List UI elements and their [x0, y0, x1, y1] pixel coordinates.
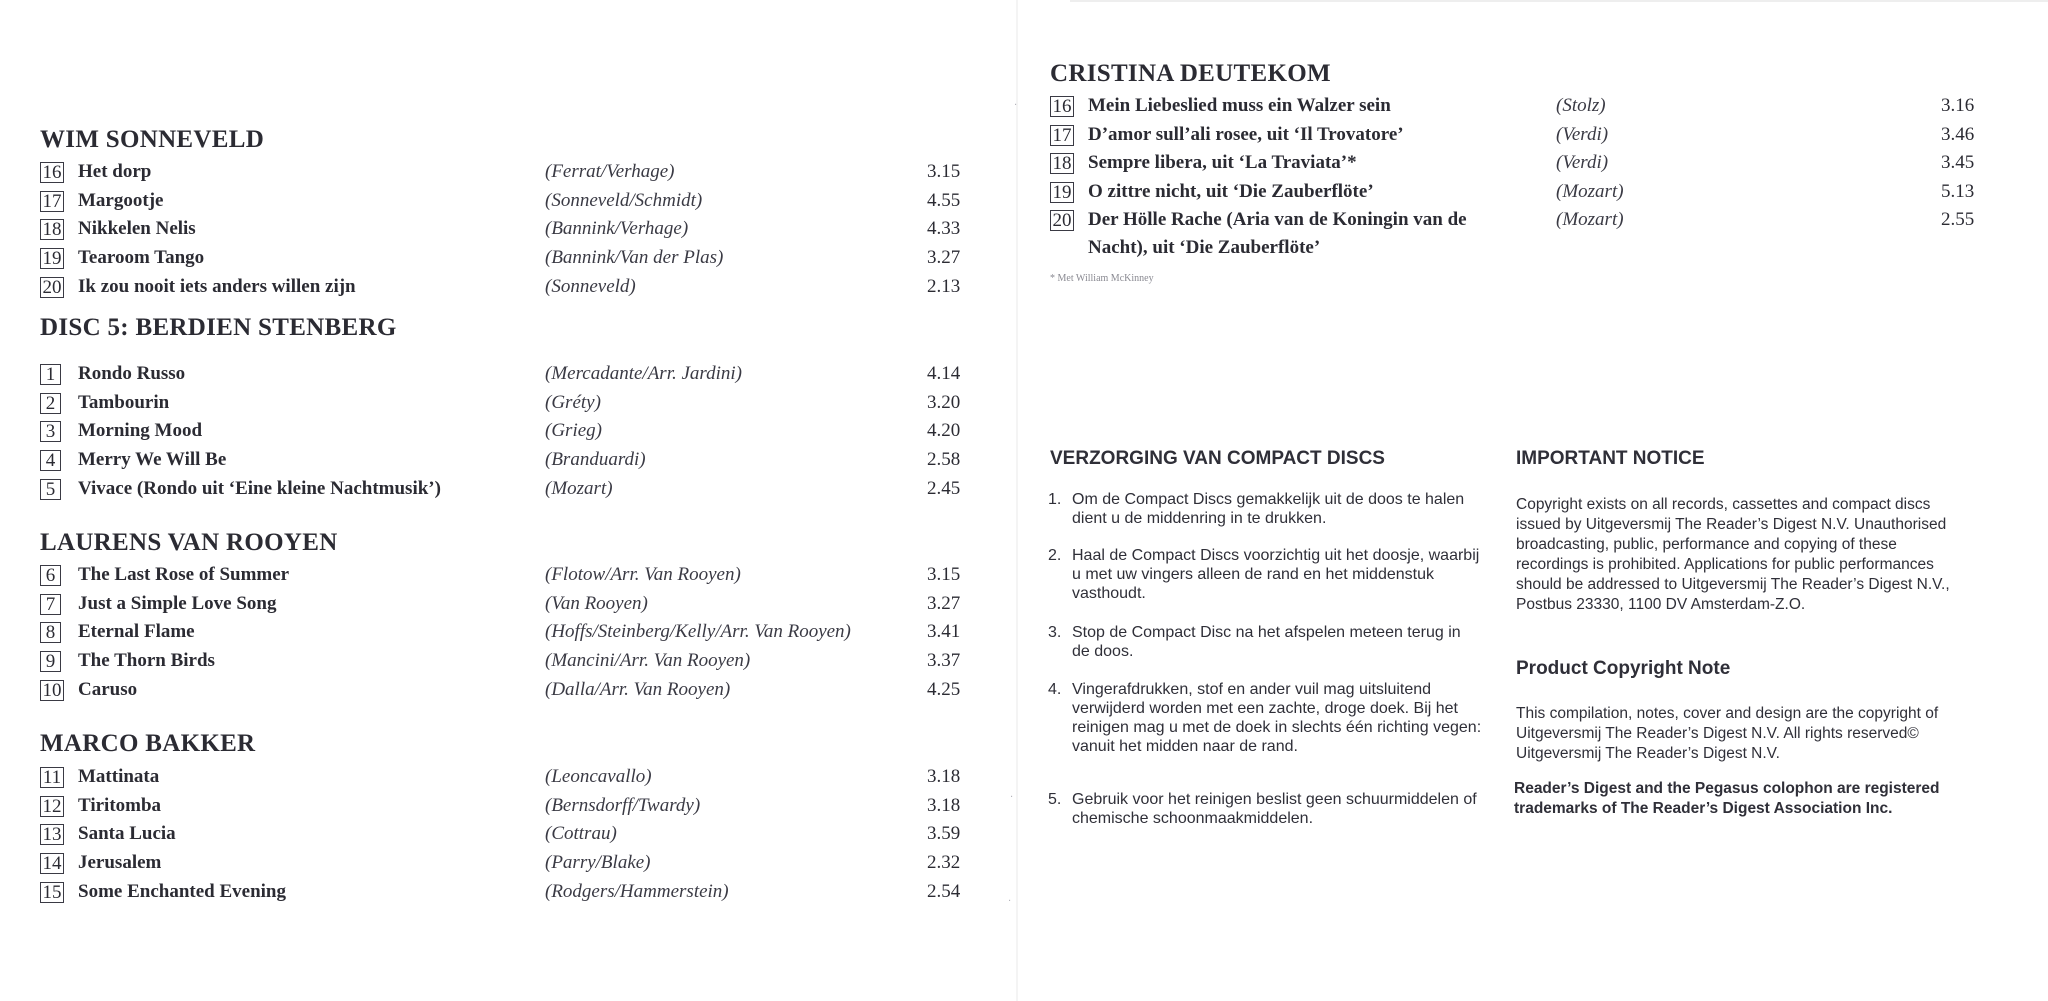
track-number: 18 — [40, 219, 64, 240]
product-copyright-text: This compilation, notes, cover and design are the copyright of Uitgeversmij The Reader’s Digest N.V. All rights reserved© Uitgeversmij The Reader’s Digest N.V. — [1516, 705, 1939, 762]
track-composer: (Branduardi) — [545, 449, 646, 471]
track-row — [40, 852, 980, 880]
track-number: 17 — [1050, 125, 1074, 146]
print-speck: · — [1008, 896, 1012, 907]
track-composer: (Parry/Blake) — [545, 852, 651, 874]
track-title: Tearoom Tango — [78, 247, 205, 269]
track-duration: 4.14 — [927, 363, 961, 384]
track-number: 15 — [40, 882, 64, 903]
track-title: Ik zou nooit iets anders willen zijn — [78, 275, 356, 297]
track-number: 16 — [40, 162, 64, 183]
track-title: Some Enchanted Evening — [78, 880, 286, 902]
track-title: O zittre nicht, uit ‘Die Zauberflöte’ — [1088, 180, 1374, 202]
care-instruction — [1048, 790, 1488, 870]
track-number: 19 — [40, 248, 64, 269]
track-duration: 3.27 — [927, 592, 961, 614]
track-number: 8 — [40, 622, 61, 643]
track-row — [40, 247, 980, 275]
track-number: 4 — [40, 450, 61, 471]
track-composer: (Mozart) — [1556, 209, 1624, 230]
track-duration: 3.46 — [1941, 123, 1975, 145]
track-row — [40, 478, 980, 506]
track-row — [40, 564, 980, 592]
track-number: 10 — [40, 680, 64, 701]
artist-heading: LAURENS VAN ROOYEN — [40, 529, 338, 556]
track-duration: 3.41 — [927, 621, 961, 643]
care-text: Vingerafdrukken, stof en ander vuil mag uitsluitend verwijderd worden met een zachte, droge doek. Bij het reinigen mag u met de doek in slechts één richting vegen: vanuit het midden naar de rand. — [1072, 681, 1482, 755]
track-row — [40, 795, 980, 823]
track-duration: 2.32 — [927, 852, 961, 874]
care-text: Om de Compact Discs gemakkelijk uit de doos te halen dient u de middenring in te drukken. — [1072, 491, 1465, 527]
track-composer: (Mozart) — [545, 477, 613, 499]
track-title: The Last Rose of Summer — [78, 564, 290, 585]
track-title: Mattinata — [78, 766, 160, 787]
track-duration: 3.27 — [927, 247, 961, 269]
track-duration: 3.15 — [927, 161, 961, 182]
artist-heading-cristina-deutekom: CRISTINA DEUTEKOM — [1050, 60, 1331, 87]
track-composer: (Van Rooyen) — [545, 592, 648, 614]
track-number: 19 — [1050, 182, 1074, 203]
care-text: Gebruik voor het reinigen beslist geen schuurmiddelen of chemische schoonmaakmiddelen. — [1072, 791, 1477, 827]
track-row — [40, 621, 980, 649]
track-title: Just a Simple Love Song — [78, 592, 277, 614]
track-row — [40, 190, 980, 218]
care-instruction — [1048, 680, 1488, 760]
track-title: Vivace (Rondo uit ‘Eine kleine Nachtmusik’) — [78, 477, 441, 499]
track-number: 11 — [40, 767, 64, 788]
track-composer: (Mercadante/Arr. Jardini) — [545, 363, 742, 384]
track-title: The Thorn Birds — [78, 650, 215, 672]
track-number: 5 — [40, 479, 61, 500]
artist-heading: WIM SONNEVELD — [40, 126, 265, 153]
track-duration: 2.58 — [927, 449, 961, 471]
care-number: 5. — [1048, 791, 1062, 808]
track-composer: (Sonneveld) — [545, 275, 636, 297]
care-text: Haal de Compact Discs voorzichtig uit het doosje, waarbij u met uw vingers alleen de rand en het middenstuk vasthoudt. — [1072, 547, 1480, 602]
track-duration: 3.20 — [927, 391, 961, 413]
artist-heading: DISC 5: BERDIEN STENBERG — [40, 314, 397, 341]
track-title: Caruso — [78, 678, 138, 700]
track-duration: 2.45 — [927, 477, 961, 499]
care-text: Stop de Compact Disc na het afspelen meteen terug in de doos. — [1072, 624, 1461, 660]
track-row — [1050, 124, 2000, 152]
track-row — [40, 276, 980, 304]
print-speck: · — [1014, 100, 1018, 111]
track-composer: (Gréty) — [545, 391, 601, 413]
track-composer: (Stolz) — [1556, 95, 1606, 116]
track-number: 2 — [40, 393, 61, 414]
track-number: 9 — [40, 651, 61, 672]
track-row — [40, 679, 980, 707]
trademark-text: Reader’s Digest and the Pegasus colophon are registered trademarks of The Reader’s Digest Association Inc. — [1514, 780, 1940, 817]
footnote: * Met William McKinney — [1050, 273, 1154, 284]
track-duration: 3.16 — [1941, 95, 1975, 116]
track-duration: 3.37 — [927, 650, 961, 672]
track-number: 18 — [1050, 153, 1074, 174]
track-number: 14 — [40, 853, 64, 874]
track-duration: 2.54 — [927, 880, 961, 902]
track-row — [40, 650, 980, 678]
track-composer: (Leoncavallo) — [545, 766, 652, 787]
track-title: Der Hölle Rache (Aria van de Koningin van de — [1088, 209, 1467, 230]
track-title: Mein Liebeslied muss ein Walzer sein — [1088, 95, 1391, 116]
track-title: Merry We Will Be — [78, 449, 227, 471]
product-copyright-title: Product Copyright Note — [1516, 658, 1731, 679]
track-composer: (Verdi) — [1556, 123, 1609, 145]
track-title: Het dorp — [78, 161, 152, 182]
print-speck: · — [1010, 792, 1014, 803]
artist-heading: MARCO BAKKER — [40, 730, 256, 757]
track-number: 16 — [1050, 96, 1074, 117]
track-number: 20 — [1050, 210, 1074, 231]
track-title: Tambourin — [78, 391, 170, 413]
track-composer: (Ferrat/Verhage) — [545, 161, 675, 182]
care-number: 2. — [1048, 547, 1062, 564]
track-composer: (Hoffs/Steinberg/Kelly/Arr. Van Rooyen) — [545, 621, 851, 643]
track-title: Jerusalem — [78, 852, 162, 874]
track-row — [40, 449, 980, 477]
track-row — [40, 766, 980, 794]
track-duration: 3.18 — [927, 766, 961, 787]
track-composer: (Bernsdorff/Twardy) — [545, 794, 701, 816]
track-row — [1050, 152, 2000, 180]
track-duration: 4.55 — [927, 189, 961, 211]
track-composer: (Bannink/Van der Plas) — [545, 247, 724, 269]
track-title-continued: Nacht), uit ‘Die Zauberflöte’ — [1088, 237, 1321, 258]
track-number: 7 — [40, 594, 61, 615]
track-composer: (Grieg) — [545, 420, 602, 442]
track-row — [1050, 95, 2000, 123]
track-composer: (Rodgers/Hammerstein) — [545, 880, 729, 902]
track-number: 3 — [40, 421, 61, 442]
track-number: 6 — [40, 565, 61, 586]
track-composer: (Mancini/Arr. Van Rooyen) — [545, 650, 751, 672]
page-fold — [1016, 0, 1018, 1001]
track-number: 13 — [40, 824, 64, 845]
care-number: 4. — [1048, 681, 1062, 698]
track-number: 12 — [40, 796, 64, 817]
track-composer: (Sonneveld/Schmidt) — [545, 189, 703, 211]
track-row — [40, 420, 980, 448]
track-duration: 2.13 — [927, 275, 961, 297]
track-title: Rondo Russo — [78, 363, 186, 384]
track-composer: (Dalla/Arr. Van Rooyen) — [545, 678, 731, 700]
notice-text: Copyright exists on all records, cassettes and compact discs issued by Uitgeversmij The Reader’s Digest N.V. Unauthorised broadcasting, public, performance and copying of these recordings is prohibited. Applications for public performances should be addressed to Uitgeversmij The Reader’s Digest N.V., Postbus 23330, 1100 DV Amsterdam-Z.O. — [1516, 496, 1950, 613]
track-title: Eternal Flame — [78, 621, 195, 643]
track-duration: 5.13 — [1941, 180, 1975, 202]
track-duration: 4.25 — [927, 678, 961, 700]
track-composer: (Mozart) — [1556, 180, 1624, 202]
track-title: Tiritomba — [78, 794, 162, 816]
track-number: 17 — [40, 191, 64, 212]
track-composer: (Verdi) — [1556, 152, 1609, 173]
track-title: Morning Mood — [78, 420, 203, 442]
track-row — [40, 218, 980, 246]
track-composer: (Bannink/Verhage) — [545, 218, 689, 240]
track-title: Margootje — [78, 189, 164, 211]
track-composer: (Flotow/Arr. Van Rooyen) — [545, 564, 741, 585]
care-instruction — [1048, 546, 1488, 626]
track-row — [40, 593, 980, 621]
track-duration: 3.15 — [927, 564, 961, 585]
track-duration: 3.45 — [1941, 152, 1975, 173]
track-duration: 3.18 — [927, 794, 961, 816]
track-composer: (Cottrau) — [545, 823, 617, 845]
care-title: VERZORGING VAN COMPACT DISCS — [1050, 448, 1385, 469]
track-row — [40, 363, 980, 391]
notice-title: IMPORTANT NOTICE — [1516, 448, 1705, 469]
care-number: 1. — [1048, 491, 1062, 508]
track-duration: 4.20 — [927, 420, 961, 442]
track-title: Nikkelen Nelis — [78, 218, 196, 240]
track-row — [40, 881, 980, 909]
track-number: 1 — [40, 364, 61, 385]
track-number: 20 — [40, 277, 64, 298]
track-row — [1050, 181, 2000, 209]
track-duration: 4.33 — [927, 218, 961, 240]
track-duration: 2.55 — [1941, 209, 1975, 230]
care-number: 3. — [1048, 624, 1062, 641]
track-row — [40, 161, 980, 189]
track-title: Santa Lucia — [78, 823, 176, 845]
track-row — [1050, 209, 2000, 258]
track-row — [40, 823, 980, 851]
top-edge-line — [1070, 0, 2048, 2]
track-title: Sempre libera, uit ‘La Traviata’* — [1088, 152, 1357, 173]
track-title: D’amor sull’ali rosee, uit ‘Il Trovatore’ — [1088, 123, 1404, 145]
track-duration: 3.59 — [927, 823, 961, 845]
track-row — [40, 392, 980, 420]
